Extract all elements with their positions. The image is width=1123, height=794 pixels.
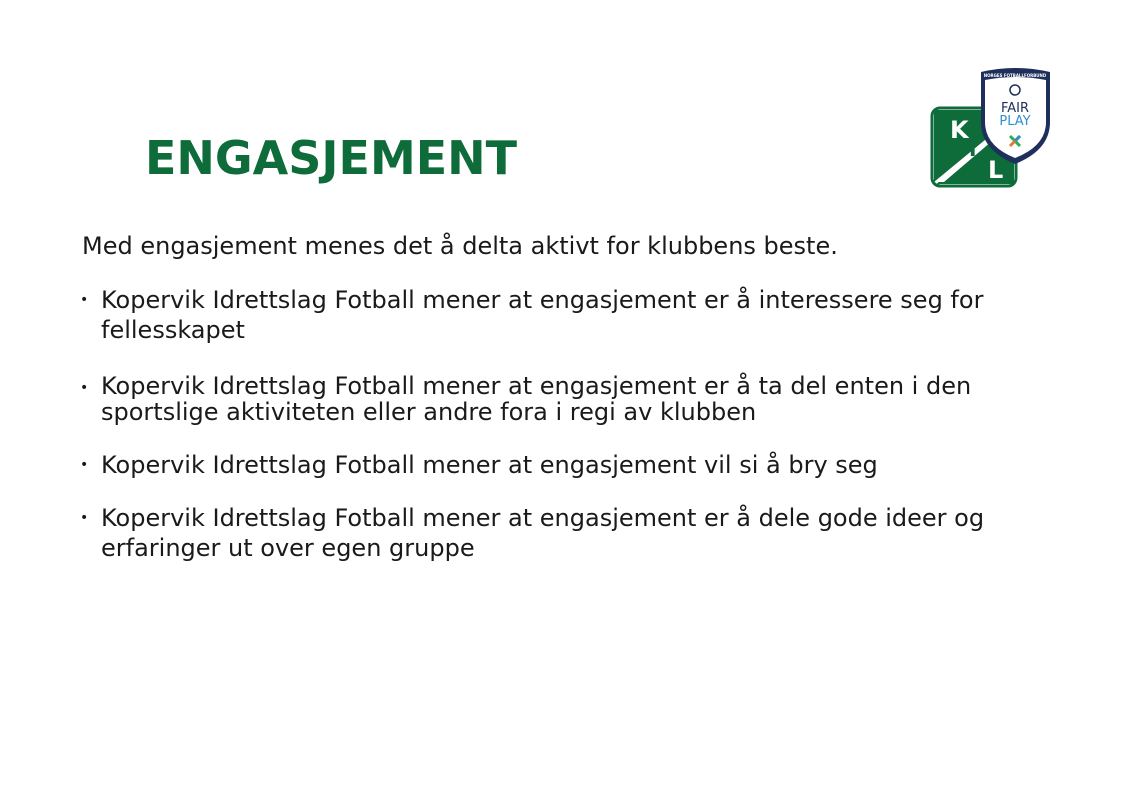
- kil-letter-k: K: [950, 116, 969, 144]
- fair-play-line1: FAIR: [1000, 101, 1030, 116]
- kil-letter-l: L: [988, 156, 1004, 184]
- bullet-dot: •: [80, 457, 89, 473]
- slide-title: ENGASJEMENT: [145, 131, 518, 185]
- bullet-dot: •: [80, 380, 89, 396]
- fair-play-badge-logo: [977, 66, 1054, 166]
- bullet-dot: •: [80, 292, 89, 308]
- bullet-dot: •: [80, 510, 89, 526]
- bullet-text: Kopervik Idrettslag Fotball mener at engasjement vil si å bry seg: [101, 451, 878, 479]
- fair-play-top-text: NORGES FOTBALLFORBUND: [983, 73, 1047, 78]
- intro-text: Med engasjement menes det å delta aktivt for klubbens beste.: [82, 232, 838, 260]
- fair-play-line2: PLAY: [999, 114, 1031, 129]
- bullet-item-3: [80, 450, 1050, 480]
- kil-letter-i: I: [969, 137, 977, 161]
- bullet-text: Kopervik Idrettslag Fotball mener at engasjement er å dele gode ideer og erfaringer ut over egen gruppe: [101, 504, 985, 562]
- bullet-text: Kopervik Idrettslag Fotball mener at engasjement er å interessere seg for fellesskapet: [101, 286, 984, 344]
- bullet-item-1: [80, 285, 1050, 345]
- bullet-item-2: [80, 373, 1050, 425]
- bullet-item-4: [80, 503, 1050, 563]
- bullet-text: Kopervik Idrettslag Fotball mener at engasjement er å ta del enten i den sportslige aktiviteten eller andre fora i regi av klubben: [101, 372, 972, 426]
